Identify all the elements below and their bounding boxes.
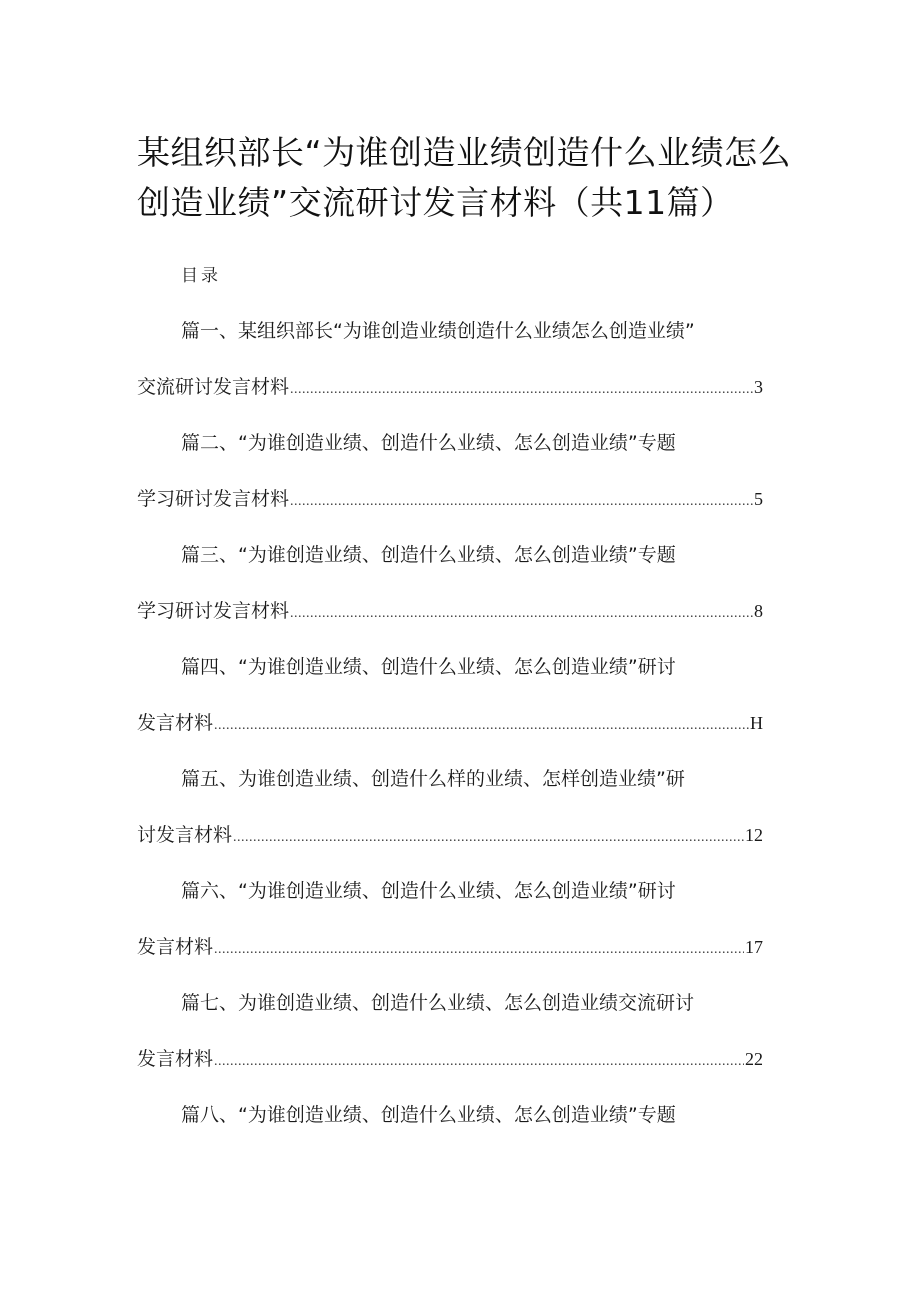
- toc-entry-3-continuation[interactable]: [137, 598, 777, 627]
- toc-entry-2-continuation[interactable]: [137, 486, 777, 515]
- toc-entry-label: 交流研讨发言材料: [137, 376, 290, 398]
- toc-page-number: 12: [745, 825, 763, 845]
- toc-dot-leader: [214, 713, 749, 739]
- toc-entry-label: 讨发言材料: [137, 824, 233, 846]
- toc-entry-7-title[interactable]: 篇七、为谁创造业绩、创造什么业绩、怎么创造业绩交流研讨: [181, 992, 695, 1014]
- toc-page-number: 8: [754, 601, 763, 621]
- toc-page-number: 5: [754, 489, 763, 509]
- toc-entry-label: 发言材料: [137, 1048, 214, 1070]
- toc-entry-6-continuation[interactable]: [137, 934, 777, 963]
- toc-entry-5-title[interactable]: 篇五、为谁创造业绩、创造什么样的业绩、怎样创造业绩”研: [181, 768, 685, 790]
- toc-heading: 目录: [181, 266, 221, 286]
- toc-dot-leader: [290, 489, 753, 515]
- toc-dot-leader: [290, 601, 753, 627]
- toc-dot-leader: [214, 937, 744, 963]
- toc-page-number: H: [750, 713, 763, 733]
- toc-entry-4-title[interactable]: 篇四、“为谁创造业绩、创造什么业绩、怎么创造业绩”研讨: [181, 656, 676, 678]
- toc-entry-label: 发言材料: [137, 712, 214, 734]
- toc-page-number: 22: [745, 1049, 763, 1069]
- toc-page-number: 17: [745, 937, 763, 957]
- toc-entry-2-title[interactable]: 篇二、“为谁创造业绩、创造什么业绩、怎么创造业绩”专题: [181, 432, 676, 454]
- toc-dot-leader: [214, 1049, 744, 1075]
- toc-entry-label: 学习研讨发言材料: [137, 600, 290, 622]
- toc-dot-leader: [290, 377, 753, 403]
- toc-entry-1-title[interactable]: 篇一、某组织部长“为谁创造业绩创造什么业绩怎么创造业绩”: [181, 320, 695, 342]
- toc-entry-label: 学习研讨发言材料: [137, 488, 290, 510]
- toc-entry-8-title[interactable]: 篇八、“为谁创造业绩、创造什么业绩、怎么创造业绩”专题: [181, 1104, 676, 1126]
- toc-dot-leader: [233, 825, 744, 851]
- toc-entry-4-continuation[interactable]: [137, 710, 777, 739]
- toc-entry-5-continuation[interactable]: [137, 822, 777, 851]
- toc-entry-1-continuation[interactable]: [137, 374, 777, 403]
- document-title: 某组织部长“为谁创造业绩创造什么业绩怎么创造业绩”交流研讨发言材料（共11篇）: [137, 133, 792, 222]
- toc-entry-6-title[interactable]: 篇六、“为谁创造业绩、创造什么业绩、怎么创造业绩”研讨: [181, 880, 676, 902]
- toc-entry-3-title[interactable]: 篇三、“为谁创造业绩、创造什么业绩、怎么创造业绩”专题: [181, 544, 676, 566]
- toc-entry-label: 发言材料: [137, 936, 214, 958]
- toc-page-number: 3: [754, 377, 763, 397]
- toc-entry-7-continuation[interactable]: [137, 1046, 777, 1075]
